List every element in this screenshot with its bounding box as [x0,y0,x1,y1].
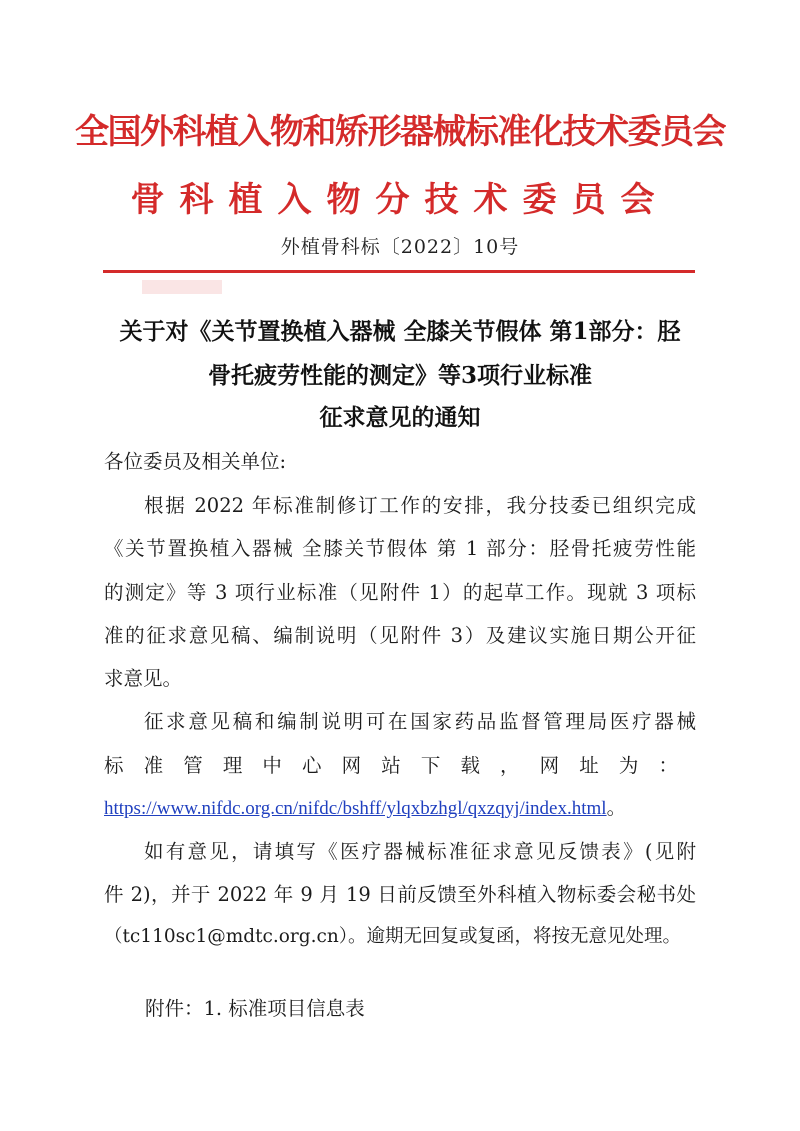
notice-title-line2: 骨托疲劳性能的测定》等3项行业标准 [207,362,592,389]
org-name-line2: 骨科植入物分技术委员会 [130,180,670,220]
paragraph2-line2: 标准管理中心网站下载，网址为： [104,754,696,777]
paragraph1-line1: 根据 2022 年标准制修订工作的安排，我分技委已组织完成 [144,494,696,517]
org-name-line1: 全国外科植入物和矫形器械标准化技术委员会 [75,112,725,152]
salutation: 各位委员及相关单位: [104,450,287,473]
paragraph1-line5: 求意见。 [104,667,183,690]
paragraph3-line1: 如有意见，请填写《医疗器械标准征求意见反馈表》(见附 [144,840,696,863]
download-link[interactable]: https://www.nifdc.org.cn/nifdc/bshff/ylqxbzhgl/qxzqyj/index.html [104,798,607,819]
notice-title-line1: 关于对《关节置换植入器械 全膝关节假体 第1部分：胫 [119,318,681,345]
paragraph1-line3: 的测定》等 3 项行业标准（见附件 1）的起草工作。现就 3 项标 [104,581,696,604]
paragraph1-line2: 《关节置换植入器械 全膝关节假体 第 1 部分：胫骨托疲劳性能 [104,537,696,560]
document-number: 外植骨科标〔2022〕10号 [280,236,520,258]
paragraph3-line3: （tc110sc1@mdtc.org.cn）。逾期无回复或复函，将按无意见处理。 [104,926,682,947]
notice-title-line3: 征求意见的通知 [319,404,481,431]
red-divider [103,270,695,273]
url-line [104,792,696,820]
paragraph3-line2: 件 2)，并于 2022 年 9 月 19 日前反馈至外科植入物标委会秘书处 [104,883,696,906]
paragraph1-line4: 准的征求意见稿、编制说明（见附件 3）及建议实施日期公开征 [104,624,696,647]
url-suffix: 。 [606,796,627,819]
attachment-list: 附件：1. 标准项目信息表 [145,997,365,1020]
faint-stamp-mark [142,280,222,294]
paragraph2-line1: 征求意见稿和编制说明可在国家药品监督管理局医疗器械 [144,710,696,733]
